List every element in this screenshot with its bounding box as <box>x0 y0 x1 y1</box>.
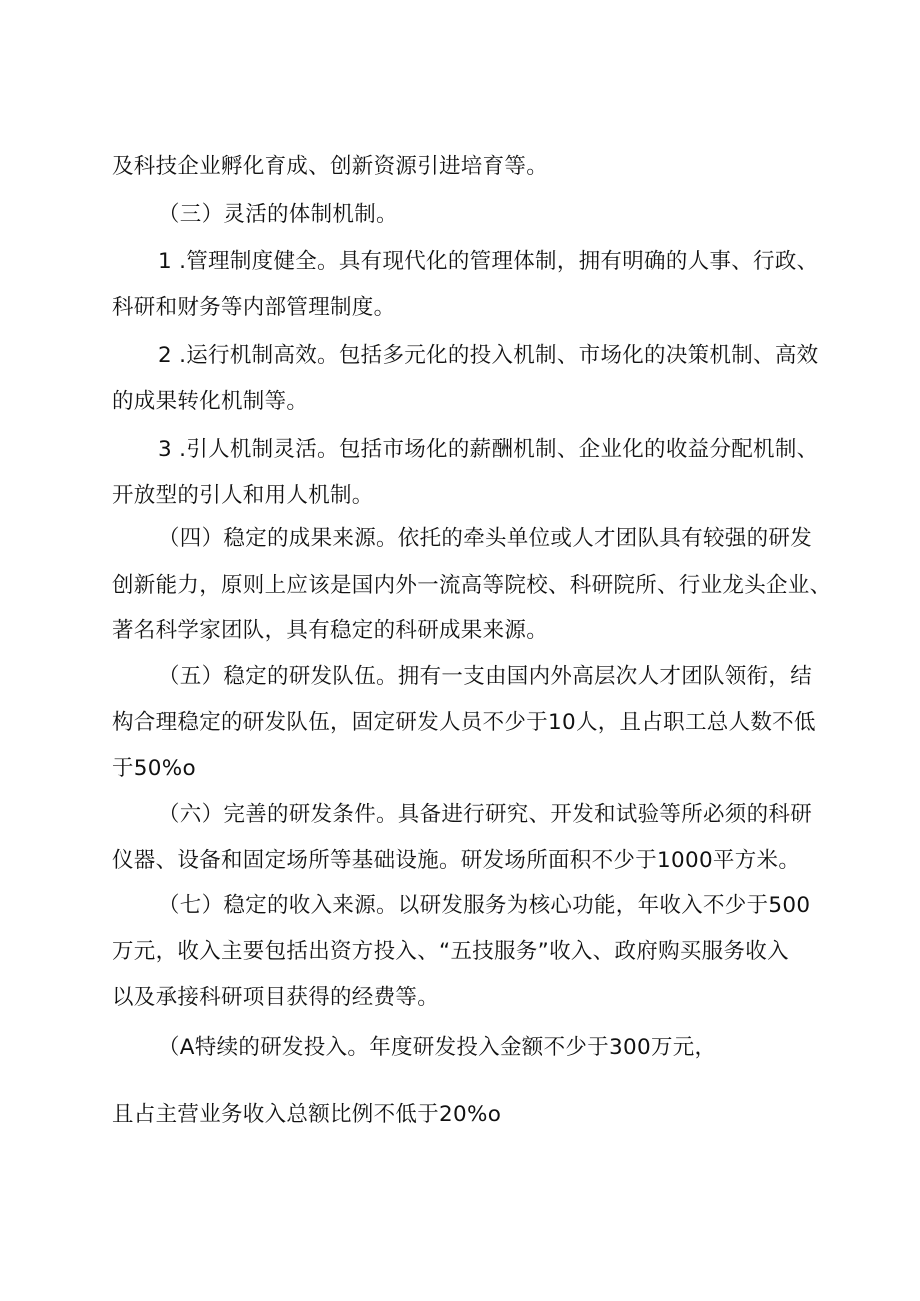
paragraph-line: 1 .管理制度健全。具有现代化的管理体制，拥有明确的人事、行政、 <box>158 249 819 274</box>
paragraph-line: （七）稳定的收入来源。以研发服务为核心功能，年收入不少于500 <box>158 893 811 918</box>
paragraph-line: 著名科学家团队，具有稳定的科研成果来源。 <box>112 618 549 643</box>
paragraph-line: 万元，收入主要包括出资方投入、“五技服务”收入、政府购买服务收入 <box>112 939 789 964</box>
paragraph-line: （A特续的研发投入。年度研发投入金额不少于300万元， <box>158 1035 717 1060</box>
paragraph-line: 3 .引人机制灵活。包括市场化的薪酬机制、企业化的收益分配机制、 <box>158 437 819 462</box>
paragraph-line: 及科技企业孵化育成、创新资源引进培育等。 <box>112 154 549 179</box>
paragraph-line: （五）稳定的研发队伍。拥有一支由国内外高层次人才团队领衔，结 <box>158 664 813 689</box>
paragraph-line: 且占主营业务收入总额比例不低于20%o <box>112 1102 502 1127</box>
paragraph-line: 以及承接科研项目获得的经费等。 <box>112 985 440 1010</box>
paragraph-line: 科研和财务等内部管理制度。 <box>112 295 396 320</box>
paragraph-line: 的成果转化机制等。 <box>112 389 309 414</box>
paragraph-line: 于50%o <box>112 756 196 781</box>
paragraph-line: （四）稳定的成果来源。依托的牵头单位或人才团队具有较强的研发 <box>158 526 813 551</box>
section-heading: （三）灵活的体制机制。 <box>158 202 398 227</box>
paragraph-line: 仪器、设备和固定场所等基础设施。研发场所面积不少于1000平方米。 <box>112 848 801 873</box>
paragraph-line: （六）完善的研发条件。具备进行研究、开发和试验等所必须的科研 <box>158 802 813 827</box>
paragraph-line: 开放型的引人和用人机制。 <box>112 483 374 508</box>
paragraph-line: 创新能力，原则上应该是国内外一流高等院校、科研院所、行业龙头企业、 <box>112 573 832 598</box>
paragraph-line: 2 .运行机制高效。包括多元化的投入机制、市场化的决策机制、高效 <box>158 343 819 368</box>
paragraph-line: 构合理稳定的研发队伍，固定研发人员不少于10人，且占职工总人数不低 <box>112 710 816 735</box>
